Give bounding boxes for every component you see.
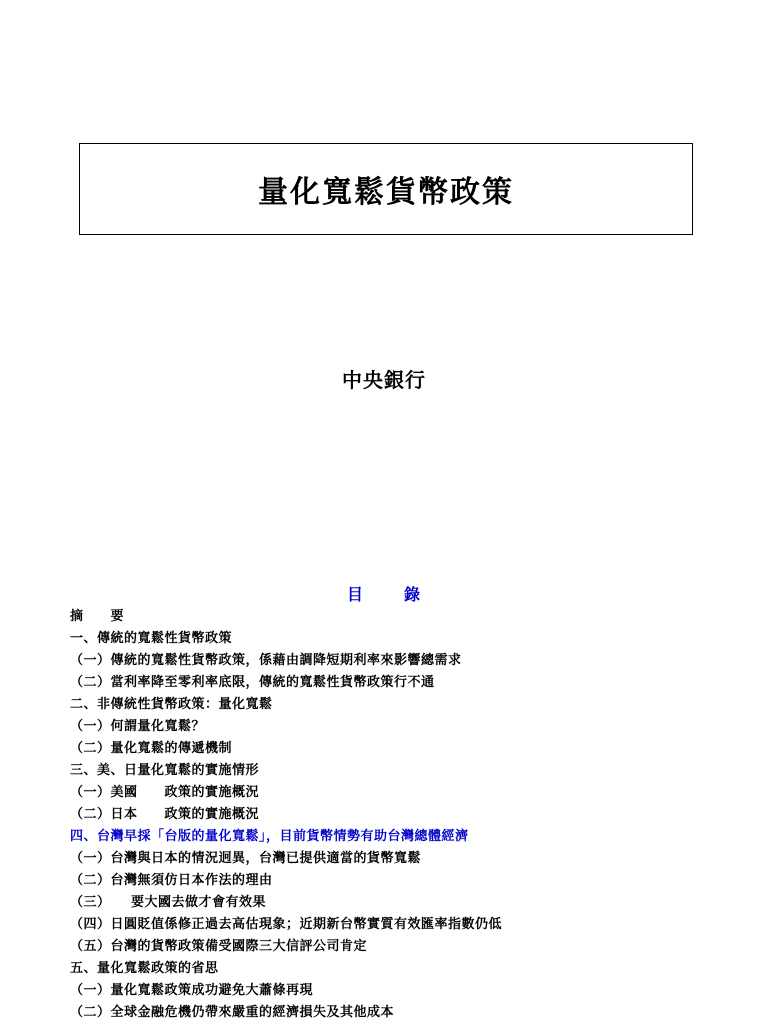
toc-heading-right: 錄 <box>404 585 422 604</box>
toc-item[interactable]: （二）當利率降至零利率底限，傳統的寬鬆性貨幣政策行不通 <box>70 675 435 690</box>
document-title: 量化寬鬆貨幣政策 <box>258 175 514 210</box>
toc-item[interactable]: （二）台灣無須仿日本作法的理由 <box>70 873 273 888</box>
toc-item[interactable]: （一）美國 政策的實施概況 <box>70 785 260 800</box>
toc-heading-left: 目 <box>346 585 364 604</box>
title-box <box>79 143 693 235</box>
toc-item[interactable]: （一）台灣與日本的情況迥異，台灣已提供適當的貨幣寬鬆 <box>70 851 422 866</box>
toc-item[interactable]: 四、台灣早採「台版的量化寬鬆」，目前貨幣情勢有助台灣總體經濟 <box>70 829 469 844</box>
toc-item[interactable]: （一）傳統的寬鬆性貨幣政策，係藉由調降短期利率來影響總需求 <box>70 653 462 668</box>
toc-item[interactable]: 二、非傳統性貨幣政策：量化寬鬆 <box>70 697 273 712</box>
toc-item[interactable]: （一）量化寬鬆政策成功避免大蕭條再現 <box>70 983 314 998</box>
toc-item[interactable]: （四）日圓貶值係修正過去高估現象；近期新台幣實質有效匯率指數仍低 <box>70 917 503 932</box>
table-of-contents <box>70 606 760 1024</box>
toc-item[interactable]: 一、傳統的寬鬆性貨幣政策 <box>70 631 233 646</box>
toc-item[interactable]: （二）量化寬鬆的傳遞機制 <box>70 741 233 756</box>
toc-item[interactable]: （一）何謂量化寬鬆？ <box>70 719 206 734</box>
toc-heading <box>0 582 768 605</box>
toc-item[interactable]: 三、美、日量化寬鬆的實施情形 <box>70 763 260 778</box>
document-author: 中央銀行 <box>342 368 426 392</box>
toc-item[interactable]: 摘 要 <box>70 609 125 624</box>
toc-item[interactable]: （二）日本 政策的實施概況 <box>70 807 260 822</box>
toc-item[interactable]: （五）台灣的貨幣政策備受國際三大信評公司肯定 <box>70 939 368 954</box>
toc-item[interactable]: （三） 要大國去做才會有效果 <box>70 895 267 910</box>
toc-item[interactable]: 五、量化寬鬆政策的省思 <box>70 961 219 976</box>
toc-item[interactable]: （二）全球金融危機仍帶來嚴重的經濟損失及其他成本 <box>70 1005 395 1020</box>
